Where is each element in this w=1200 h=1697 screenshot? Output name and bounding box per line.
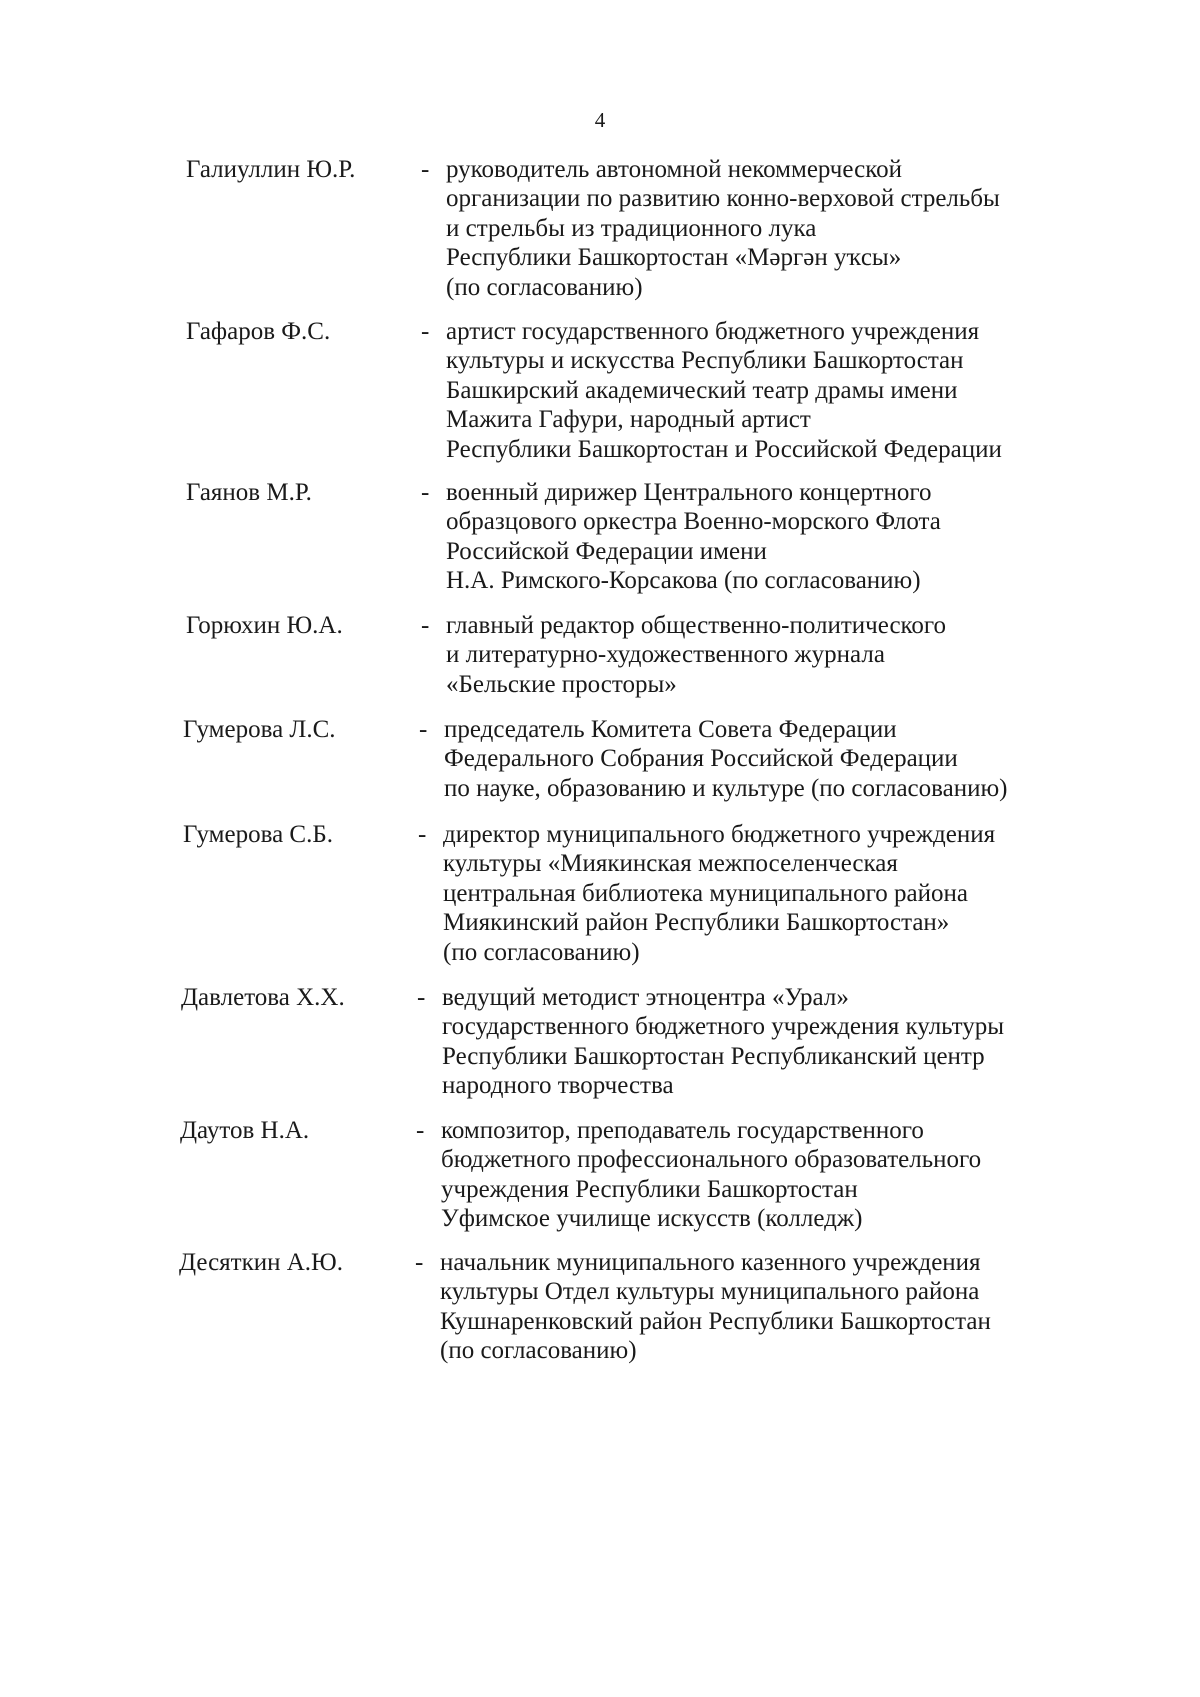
position-line: (по согласованию): [446, 273, 643, 301]
position-line: Республики Башкортостан «Мәргән уҡсы»: [446, 244, 902, 272]
dash-separator: -: [416, 1117, 425, 1144]
member-position: [443, 820, 1093, 967]
position-line: Н.А. Римского-Корсакова (по согласованию): [446, 567, 921, 595]
position-line: начальник муниципального казенного учреждения: [440, 1249, 981, 1276]
position-line: центральная библиотека муниципального района: [443, 879, 968, 907]
position-line: Уфимское училище искусств (колледж): [441, 1205, 863, 1233]
member-name: Даутов Н.А.: [180, 1117, 310, 1144]
member-position: [440, 1248, 1090, 1366]
dash-separator: -: [418, 821, 427, 848]
position-line: (по согласованию): [440, 1337, 637, 1365]
position-line: Кушнаренковский район Республики Башкортостан: [440, 1307, 991, 1335]
member-position: [446, 478, 1096, 596]
position-line: бюджетного профессионального образовательного: [441, 1146, 982, 1174]
member-position: [444, 715, 1094, 803]
member-name: Гафаров Ф.С.: [186, 318, 331, 345]
position-line: Республики Башкортостан Республиканский центр: [442, 1042, 985, 1070]
member-name: Гумерова Л.С.: [183, 716, 336, 743]
position-line: военный дирижер Центрального концертного: [446, 479, 932, 506]
position-line: Мажита Гафури, народный артист: [446, 406, 811, 434]
position-line: главный редактор общественно-политического: [446, 612, 947, 639]
member-name: Давлетова Х.Х.: [181, 984, 345, 1011]
member-position: [446, 611, 1096, 699]
position-line: культуры и искусства Республики Башкортостан: [446, 347, 964, 375]
position-line: по науке, образованию и культуре (по согласованию): [444, 774, 1008, 802]
position-line: руководитель автономной некоммерческой: [446, 156, 902, 183]
position-line: артист государственного бюджетного учреждения: [446, 318, 980, 345]
dash-separator: -: [417, 984, 426, 1011]
position-line: культуры «Миякинская межпоселенческая: [443, 850, 898, 878]
member-position: [446, 155, 1096, 302]
dash-separator: -: [415, 1249, 424, 1276]
position-line: Республики Башкортостан и Российской Федерации: [446, 435, 1002, 463]
member-name: Гумерова С.Б.: [183, 821, 333, 848]
position-line: и литературно-художественного журнала: [446, 641, 885, 669]
position-line: государственного бюджетного учреждения культуры: [442, 1013, 1005, 1041]
member-name: Десяткин А.Ю.: [179, 1249, 344, 1276]
dash-separator: -: [421, 318, 430, 345]
position-line: директор муниципального бюджетного учреждения: [443, 821, 996, 848]
member-position: [441, 1116, 1091, 1234]
position-line: культуры Отдел культуры муниципального района: [440, 1278, 980, 1306]
position-line: Российской Федерации имени: [446, 537, 767, 565]
position-line: Федерального Собрания Российской Федерации: [444, 745, 958, 773]
member-name: Горюхин Ю.А.: [186, 612, 343, 639]
position-line: председатель Комитета Совета Федерации: [444, 716, 897, 743]
position-line: учреждения Республики Башкортостан: [441, 1175, 858, 1203]
dash-separator: -: [419, 716, 428, 743]
position-line: (по согласованию): [443, 938, 640, 966]
position-line: Миякинский район Республики Башкортостан»: [443, 909, 950, 937]
member-name: Галиуллин Ю.Р.: [186, 156, 356, 183]
position-line: «Бельские просторы»: [446, 670, 677, 698]
position-line: и стрельбы из традиционного лука: [446, 214, 817, 242]
member-position: [442, 983, 1092, 1101]
position-line: организации по развитию конно-верховой стрельбы: [446, 185, 1000, 213]
dash-separator: -: [421, 612, 430, 639]
member-name: Гаянов М.Р.: [186, 479, 312, 506]
dash-separator: -: [421, 479, 430, 506]
dash-separator: -: [421, 156, 430, 183]
position-line: композитор, преподаватель государственного: [441, 1117, 924, 1144]
position-line: ведущий методист этноцентра «Урал»: [442, 984, 849, 1011]
member-position: [446, 317, 1096, 464]
position-line: образцового оркестра Военно-морского Флота: [446, 508, 941, 536]
position-line: Башкирский академический театр драмы имени: [446, 376, 958, 404]
page-number: 4: [594, 108, 606, 132]
position-line: народного творчества: [442, 1072, 674, 1100]
